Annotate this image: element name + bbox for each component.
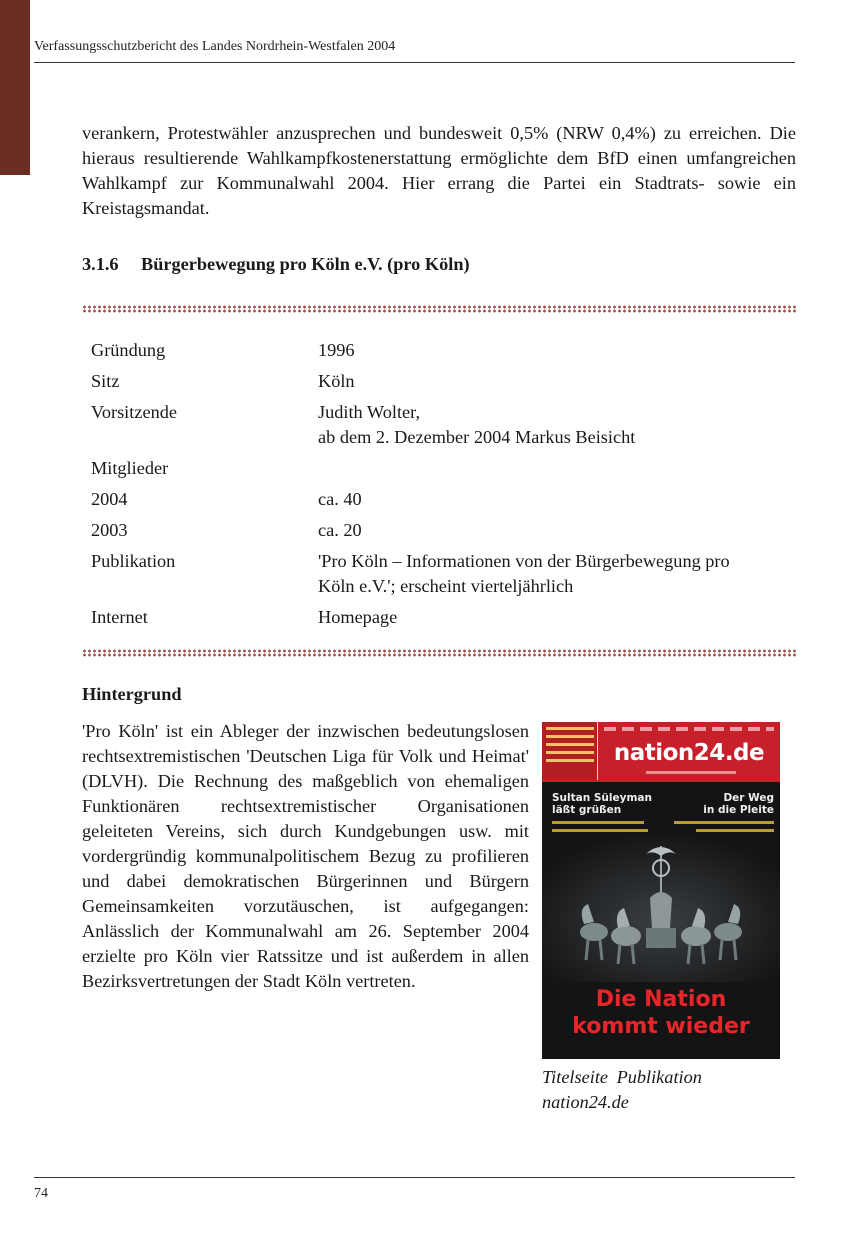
fact-value: 1996 (318, 340, 355, 360)
fact-row-members (91, 456, 796, 481)
fact-value (318, 456, 796, 481)
dotted-rule-bottom (82, 649, 796, 657)
fact-row-members-2003 (91, 518, 796, 543)
fact-label: 2003 (91, 520, 128, 540)
fact-row-chair (91, 400, 796, 450)
chapter-side-tab (0, 0, 30, 175)
dotted-rule-top (82, 305, 796, 313)
magazine-cover-image (542, 722, 780, 1059)
cover-tease-left: Sultan Süleyman läßt grüßen (552, 792, 662, 832)
fact-table (91, 338, 796, 636)
running-header: Verfassungsschutzbericht des Landes Nordrhein-Westfalen 2004 (34, 39, 396, 54)
footer-rule (34, 1177, 795, 1178)
fact-label: Sitz (91, 371, 120, 391)
cover-tease-right: Der Weg in die Pleite (662, 792, 774, 832)
fact-label: Internet (91, 607, 148, 627)
cover-issue-line (604, 727, 774, 731)
fact-label: Gründung (91, 340, 166, 360)
cover-logo: nation24.de (613, 740, 765, 766)
fact-row-publication (91, 549, 796, 599)
fact-row-members-2004 (91, 487, 796, 512)
fact-value: Homepage (318, 607, 398, 627)
page-number: 74 (34, 1186, 48, 1201)
fact-value: Judith Wolter, ab dem 2. Dezember 2004 Markus Beisicht (318, 402, 636, 447)
cover-strapline (646, 771, 736, 774)
fact-label: 2004 (91, 489, 128, 509)
section-number: 3.1.6 (82, 254, 119, 274)
fact-label: Vorsitzende (91, 402, 177, 422)
fact-label: Publikation (91, 551, 176, 571)
cover-headline: Die Nation kommt wieder (572, 987, 750, 1039)
fact-row-seat (91, 369, 796, 394)
fact-value: Köln (318, 371, 355, 391)
section-title: Bürgerbewegung pro Köln e.V. (pro Köln) (141, 254, 470, 274)
intro-paragraph: verankern, Protestwähler anzusprechen und bundesweit 0,5% (NRW 0,4%) zu erreichen. Die hieraus resultierende Wahlkampfkostenerstattung ermöglichte dem BfD einen umfangreichen Wahlkampf zur Kommunalwahl 2004. Hier errang die Partei ein Stadtrats- sowie ein Kreistagsmandat. (82, 123, 796, 218)
quadriga-statue-photo (542, 832, 780, 982)
fact-value: 'Pro Köln – Informationen von der Bürgerbewegung pro Köln e.V.'; erscheint vierteljährlich (318, 551, 730, 596)
image-caption: Titelseite Publikation nation24.de (542, 1067, 702, 1112)
fact-value: ca. 20 (318, 520, 362, 540)
background-paragraph: 'Pro Köln' ist ein Ableger der inzwischen bedeutungslosen rechtsextremistischen 'Deutschen Liga für Volk und Heimat' (DLVH). Die Rechnung des maßgeblich von ehemaligen Funktionären rechtsextremistischer Organisationen geleiteten Vereins, sich durch Kundgebungen usw. mit vordergründig kommunalpolitischem Bezug zu profilieren und dabei demokratischen Bürgerinnen und Bürgern Gemeinsamkeiten vorzutäuschen, ist aufgegangen: Anlässlich der Kommunalwahl am 26. September 2004 erzielte pro Köln vier Ratssitze und ist außerdem in allen Bezirksvertretungen der Stadt Köln vertreten. (82, 721, 529, 991)
cover-corner-box (542, 722, 598, 780)
fact-row-internet (91, 605, 796, 630)
fact-label: Mitglieder (91, 458, 169, 478)
header-rule (34, 62, 795, 63)
section-heading (82, 254, 470, 275)
fact-row-founding (91, 338, 796, 363)
background-heading: Hintergrund (82, 684, 182, 704)
fact-value: ca. 40 (318, 489, 362, 509)
